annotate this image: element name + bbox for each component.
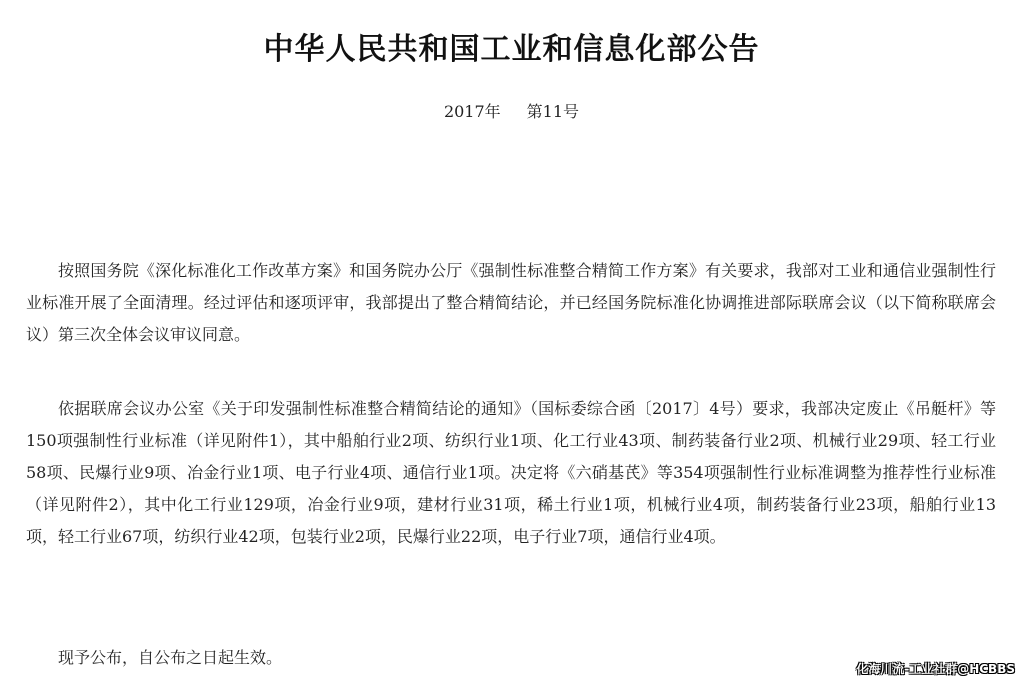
document-title: 中华人民共和国工业和信息化部公告	[263, 32, 760, 67]
watermark-text: 化海川流-工业社群@HCBBS	[856, 662, 1015, 676]
document-year: 2017年	[443, 102, 501, 121]
paragraph-decision: 依据联席会议办公室《关于印发强制性标准整合精简结论的通知》（国标委综合函〔2017〕4号）要求，我部决定废止《吊艇杆》等150项强制性行业标准（详见附件1），其中船舶行业2项、纺织行业1项、化工行业43项、制药装备行业2项、机械行业29项、轻工行业58项、民爆行业9项、冶金行业1项、电子行业4项、通信行业1项。决定将《六硝基芪》等354项强制性行业标准调整为推荐性行业标准（详见附件2），其中化工行业129项，冶金行业9项，建材行业31项，稀土行业1项，机械行业4项，制药装备行业23项，船舶行业13项，轻工行业67项，纺织行业42项，包装行业2项，民爆行业22项，电子行业7项，通信行业4项。	[26, 399, 996, 546]
paragraph-background: 按照国务院《深化标准化工作改革方案》和国务院办公厅《强制性标准整合精简工作方案》有关要求，我部对工业和通信业强制性行业标准开展了全面清理。经过评估和逐项评审，我部提出了整合精简结论，并已经国务院标准化协调推进部际联席会议（以下简称联席会议）第三次全体会议审议同意。	[26, 261, 996, 344]
document-issue-number: 第11号	[526, 102, 580, 121]
document-number-line	[0, 100, 1023, 124]
paragraph-effective: 现予公布，自公布之日起生效。	[58, 648, 283, 667]
